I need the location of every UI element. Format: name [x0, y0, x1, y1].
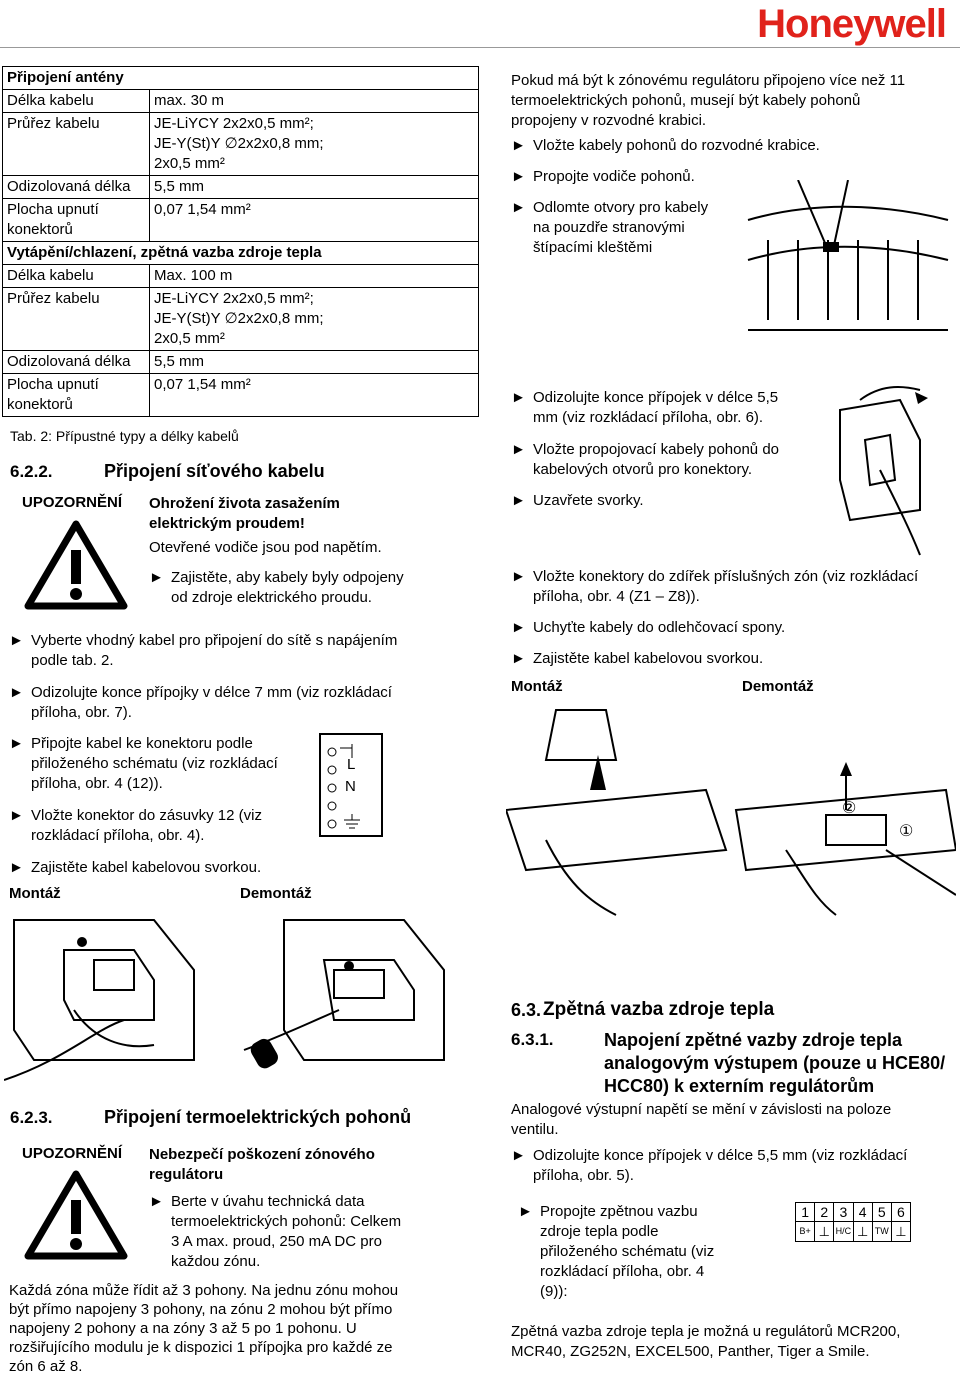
- table-value: Max. 100 m: [150, 265, 479, 288]
- bullet-item: ► Uchyťte kabely do odlehčovací spony.: [511, 619, 786, 636]
- honeywell-logo: Honeywell: [757, 2, 946, 46]
- warning-title: Nebezpečí poškození zónového regulátoru: [149, 1146, 375, 1183]
- bullet-item: ► Připojte kabel ke konektoru podle přiloženého schématu (viz rozkládací příloha, obr. 4 (12)).: [9, 735, 278, 792]
- bullet-item: ► Odizolujte konce přípojek v délce 5,5 mm (viz rozkládací příloha, obr. 6).: [511, 389, 779, 426]
- table-section-antenna: Připojení antény: [3, 67, 479, 90]
- table-label: Délka kabelu: [3, 90, 150, 113]
- section-number: 6.3.: [511, 1000, 542, 1020]
- compatibility-note: Zpětná vazba zdroje tepla je možná u regulátorů MCR200, MCR40, ZG252N, EXCEL500, Panther, Tiger a Smile.: [511, 1323, 901, 1360]
- feedback-terminal-diagram: [795, 1202, 911, 1242]
- mains-connector-illustration: [4, 910, 478, 1100]
- warning-text: Otevřené vodiče jsou pod napětím.: [149, 539, 382, 556]
- bullet-item: ► Propojte zpětnou vazbu zdroje tepla podle přiloženého schématu (viz rozkládací příloha, obr. 4 (9)):: [518, 1203, 715, 1300]
- warning-bullet: ► Zajistěte, aby kabely byly odpojeny od zdroje elektrického proudu.: [149, 569, 404, 606]
- table-label: Odizolovaná délka: [3, 351, 150, 374]
- table-label: Plocha upnutí konektorů: [3, 374, 150, 417]
- table-value: 5,5 mm: [150, 351, 479, 374]
- intro-paragraph: Pokud má být k zónovému regulátoru připojeno více než 11 termoelektrických pohonů, musejí být kabely pohonů propojeny v rozvodné krabici.: [511, 72, 906, 129]
- table-value: 0,07 1,54 mm²: [150, 374, 479, 417]
- ground-symbol-icon: ⊥: [815, 1222, 834, 1241]
- demontaz-label: Demontáž: [240, 885, 312, 902]
- bullet-item: ► Odlomte otvory pro kabely na pouzdře stranovými štípacími kleštěmi: [511, 199, 709, 256]
- terminal-label-n: N: [345, 778, 356, 795]
- subsection-number: 6.3.1.: [511, 1030, 554, 1049]
- section-title: Připojení termoelektrických pohonů: [104, 1107, 412, 1127]
- header-rule: [0, 47, 960, 48]
- bullet-item: ► Vložte propojovací kabely pohonů do kabelových otvorů pro konektory.: [511, 441, 780, 478]
- table-section-heating: Vytápění/chlazení, zpětná vazba zdroje tepla: [3, 242, 479, 265]
- warning-title: Ohrožení života zasažením elektrickým proudem!: [149, 495, 340, 532]
- bullet-item: ► Vložte konektor do zásuvky 12 (viz rozkládací příloha, obr. 4).: [9, 807, 262, 844]
- subsection-title: Napojení zpětné vazby zdroje tepla analogovým výstupem (pouze u HCE80/ HCC80) k externím regulátorům: [604, 1030, 946, 1096]
- table-label: Délka kabelu: [3, 265, 150, 288]
- table-caption: Tab. 2: Přípustné typy a délky kabelů: [10, 428, 239, 444]
- table-label: Plocha upnutí konektorů: [3, 199, 150, 242]
- bullet-item: ► Uzavřete svorky.: [511, 492, 644, 509]
- table-value: max. 30 m: [150, 90, 479, 113]
- table-label: Průřez kabelu: [3, 288, 150, 351]
- callout-2: ②: [842, 800, 857, 817]
- cable-types-table: [2, 66, 479, 417]
- terminal-label: H/C: [834, 1222, 853, 1241]
- table-value: 5,5 mm: [150, 176, 479, 199]
- actuator-paragraph: Každá zóna může řídit až 3 pohony. Na jednu zónu mohou být přímo napojeny 3 pohony, na zónu 2 mohou být přímo napojeny 2 pohony a na zóny 3 až 5 po 1 pohonu. U rozšiřujícího modulu je k dispozici 1 přípojka pro každé ze zón 6 až 8.: [9, 1282, 399, 1375]
- terminal-number: 1: [796, 1203, 815, 1221]
- warning-triangle-icon: [24, 520, 128, 610]
- strain-relief-illustration: [506, 700, 956, 920]
- ground-symbol-icon: ⊥: [895, 1224, 907, 1239]
- terminal-clamp-illustration: [810, 380, 950, 560]
- warning-label: UPOZORNĚNÍ: [22, 1145, 123, 1162]
- warning-label: UPOZORNĚNÍ: [22, 494, 123, 511]
- demontaz-label: Demontáž: [742, 678, 814, 695]
- bullet-item: ► Vložte kabely pohonů do rozvodné krabice.: [511, 137, 820, 154]
- bullet-item: ► Odizolujte konce přípojek v délce 5,5 mm (viz rozkládací příloha, obr. 5).: [511, 1147, 908, 1184]
- housing-cutting-illustration: [738, 180, 956, 370]
- bullet-item: ► Vyberte vhodný kabel pro připojení do sítě s napájením podle tab. 2.: [9, 632, 398, 669]
- callout-1: ①: [899, 823, 914, 840]
- bullet-item: ► Propojte vodiče pohonů.: [511, 168, 695, 185]
- terminal-label: B+: [796, 1222, 815, 1241]
- table-value: 0,07 1,54 mm²: [150, 199, 479, 242]
- warning-triangle-icon: [24, 1170, 128, 1260]
- warning-bullet: ► Berte v úvahu technická data termoelektrických pohonů: Celkem 3 A max. proud, 250 mA DC pro každou zónu.: [149, 1193, 402, 1270]
- terminal-number: 3: [834, 1203, 853, 1221]
- montaz-label: Montáž: [511, 678, 563, 695]
- terminal-number: 4: [854, 1203, 873, 1221]
- bullet-item: ► Odizolujte konce přípojky v délce 7 mm (viz rozkládací příloha, obr. 7).: [9, 684, 392, 721]
- bullet-item: ► Vložte konektory do zdířek příslušných zón (viz rozkládací příloha, obr. 4 (Z1 – Z8)).: [511, 568, 919, 605]
- section-number: 6.2.2.: [10, 462, 53, 481]
- table-label: Průřez kabelu: [3, 113, 150, 176]
- terminal-label: TW: [873, 1222, 892, 1241]
- section-number: 6.2.3.: [10, 1108, 53, 1127]
- table-value: JE-LiYCY 2x2x0,5 mm²; JE-Y(St)Y ∅2x2x0,8 mm; 2x0,5 mm²: [150, 113, 479, 176]
- section-title: Připojení síťového kabelu: [104, 461, 325, 481]
- bullet-item: ► Zajistěte kabel kabelovou svorkou.: [9, 859, 262, 876]
- bullet-item: ► Zajistěte kabel kabelovou svorkou.: [511, 650, 764, 667]
- terminal-number: 6: [897, 1204, 905, 1220]
- table-label: Odizolovaná délka: [3, 176, 150, 199]
- ground-symbol-icon: ⊥: [854, 1222, 873, 1241]
- montaz-label: Montáž: [9, 885, 61, 902]
- table-value: JE-LiYCY 2x2x0,5 mm²; JE-Y(St)Y ∅2x2x0,8 mm; 2x0,5 mm²: [150, 288, 479, 351]
- terminal-number: 5: [873, 1203, 892, 1221]
- analog-paragraph: Analogové výstupní napětí se mění v závislosti na poloze ventilu.: [511, 1101, 892, 1138]
- terminal-label-l: L: [347, 756, 356, 773]
- section-title: Zpětná vazba zdroje tepla: [543, 999, 775, 1020]
- terminal-number: 2: [815, 1203, 834, 1221]
